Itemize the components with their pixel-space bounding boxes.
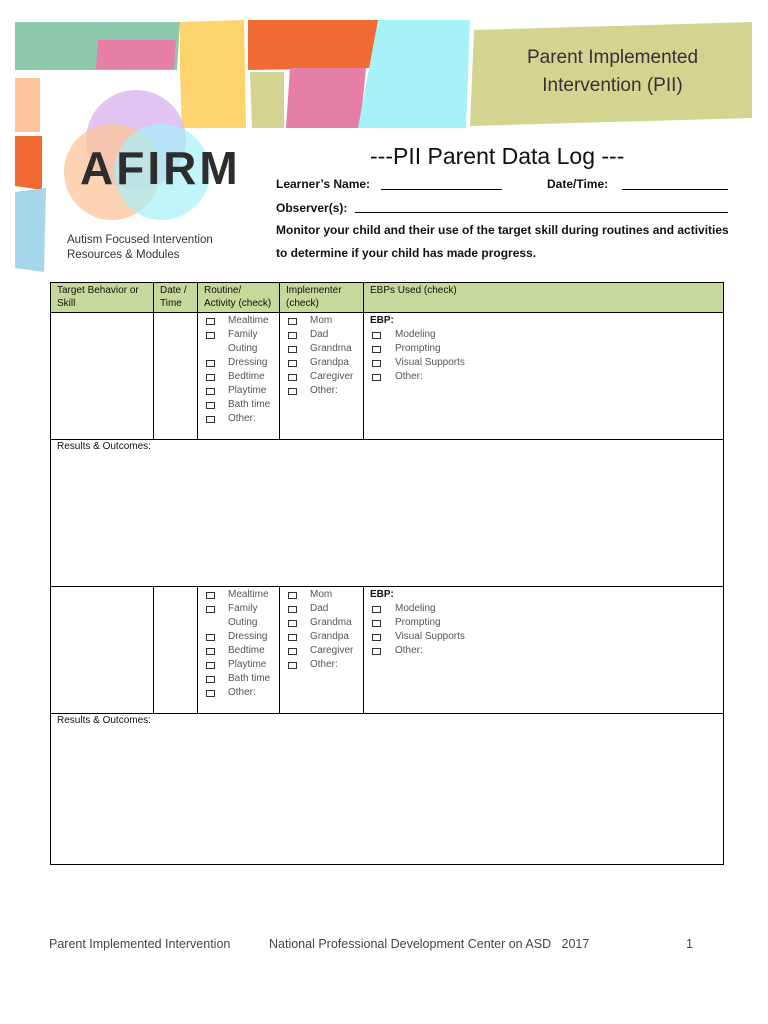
routine-option[interactable]: Bedtime: [204, 370, 273, 384]
instructions-text: Monitor your child and their use of the target skill during routines and activities to determine if your child has made progress.: [276, 223, 729, 260]
implementer-option[interactable]: Grandma: [286, 342, 357, 356]
checkbox[interactable]: [206, 662, 215, 669]
routine-option[interactable]: Mealtime: [204, 314, 273, 328]
checkbox[interactable]: [206, 402, 215, 409]
implementer-option[interactable]: Dad: [286, 602, 357, 616]
checkbox[interactable]: [372, 332, 381, 339]
entry-row: [51, 313, 724, 440]
mosaic-blue-side: [15, 188, 46, 272]
ebp-option[interactable]: Other:: [370, 370, 717, 384]
checkbox[interactable]: [206, 332, 215, 339]
mosaic-orange-block: [248, 20, 378, 70]
implementer-option[interactable]: Grandma: [286, 616, 357, 630]
learner-name-label: Learner’s Name:: [276, 177, 371, 191]
checkbox[interactable]: [206, 416, 215, 423]
implementer-cell: [280, 313, 364, 440]
implementer-option[interactable]: Dad: [286, 328, 357, 342]
data-log-table: [50, 282, 724, 865]
header-routine: Routine/ Activity (check): [198, 283, 280, 313]
header-date-time: Date / Time: [154, 283, 198, 313]
header-ebps-used: EBPs Used (check): [364, 283, 724, 313]
routine-option[interactable]: Bedtime: [204, 644, 273, 658]
checkbox[interactable]: [288, 662, 297, 669]
date-time-field[interactable]: [622, 189, 728, 190]
checkbox[interactable]: [372, 374, 381, 381]
afirm-logo-subtitle: Autism Focused Intervention Resources & Modules: [67, 234, 213, 261]
mosaic-yellow-block: [180, 20, 246, 128]
implementer-option[interactable]: Caregiver: [286, 644, 357, 658]
checkbox[interactable]: [288, 606, 297, 613]
routine-option[interactable]: Dressing: [204, 630, 273, 644]
checkbox[interactable]: [206, 592, 215, 599]
results-row: [51, 714, 724, 865]
entry-row: [51, 587, 724, 714]
checkbox[interactable]: [288, 318, 297, 325]
routine-option[interactable]: Other:: [204, 686, 273, 700]
ebp-cell: [364, 313, 724, 440]
checkbox[interactable]: [288, 346, 297, 353]
checkbox[interactable]: [288, 592, 297, 599]
checkbox[interactable]: [288, 360, 297, 367]
routine-option[interactable]: Bath time: [204, 398, 273, 412]
results-outcomes-label: Results & Outcomes:: [57, 441, 151, 452]
date-time-label: Date/Time:: [547, 177, 609, 191]
mosaic-orange-side: [15, 136, 42, 190]
mosaic-olive-block-small: [250, 72, 284, 128]
checkbox[interactable]: [206, 374, 215, 381]
observer-field[interactable]: [355, 212, 728, 213]
ebp-option[interactable]: Visual Supports: [370, 630, 717, 644]
routine-option[interactable]: Family Outing: [204, 602, 273, 630]
checkbox[interactable]: [206, 634, 215, 641]
results-row: [51, 440, 724, 587]
checkbox[interactable]: [372, 648, 381, 655]
routine-option[interactable]: Playtime: [204, 384, 273, 398]
page-title: ---PII Parent Data Log ---: [370, 143, 625, 169]
checkbox[interactable]: [288, 648, 297, 655]
checkbox[interactable]: [206, 318, 215, 325]
checkbox[interactable]: [206, 648, 215, 655]
checkbox[interactable]: [206, 360, 215, 367]
footer-center-text: National Professional Development Center on ASD 2017: [269, 937, 590, 951]
learner-name-field[interactable]: [381, 189, 502, 190]
checkbox[interactable]: [372, 346, 381, 353]
results-outcomes-cell[interactable]: [51, 714, 724, 865]
ebp-option[interactable]: Other:: [370, 644, 717, 658]
routine-option[interactable]: Other:: [204, 412, 273, 426]
implementer-option[interactable]: Other:: [286, 658, 357, 672]
checkbox[interactable]: [206, 606, 215, 613]
header-implementer: Implementer (check): [280, 283, 364, 313]
target-behavior-cell[interactable]: [51, 587, 154, 714]
checkbox[interactable]: [288, 620, 297, 627]
checkbox[interactable]: [288, 374, 297, 381]
results-outcomes-label: Results & Outcomes:: [57, 715, 151, 726]
routine-cell: [198, 313, 280, 440]
program-banner-title: Parent Implemented Intervention (PII): [526, 47, 699, 96]
implementer-option[interactable]: Mom: [286, 314, 357, 328]
implementer-option[interactable]: Grandpa: [286, 356, 357, 370]
checkbox[interactable]: [288, 388, 297, 395]
ebp-label: EBP:: [370, 315, 394, 326]
ebp-label: EBP:: [370, 589, 394, 600]
checkbox[interactable]: [288, 332, 297, 339]
implementer-option[interactable]: Other:: [286, 384, 357, 398]
header-target-behavior: Target Behavior or Skill: [51, 283, 154, 313]
implementer-option[interactable]: Mom: [286, 588, 357, 602]
ebp-option[interactable]: Visual Supports: [370, 356, 717, 370]
table-header-row: [51, 283, 724, 313]
mosaic-pink-block-small: [96, 40, 176, 69]
mosaic-peach-block: [15, 78, 40, 132]
ebp-option[interactable]: Modeling: [370, 602, 717, 616]
checkbox[interactable]: [372, 620, 381, 627]
ebp-cell: [364, 587, 724, 714]
date-time-cell[interactable]: [154, 587, 198, 714]
routine-option[interactable]: Mealtime: [204, 588, 273, 602]
routine-option[interactable]: Dressing: [204, 356, 273, 370]
checkbox[interactable]: [206, 690, 215, 697]
checkbox[interactable]: [372, 634, 381, 641]
mosaic-pink-block: [286, 68, 366, 128]
ebp-option[interactable]: Modeling: [370, 328, 717, 342]
checkbox[interactable]: [372, 360, 381, 367]
results-outcomes-cell[interactable]: [51, 440, 724, 587]
footer-left-text: Parent Implemented Intervention: [49, 937, 231, 951]
date-time-cell[interactable]: [154, 313, 198, 440]
implementer-cell: [280, 587, 364, 714]
routine-option[interactable]: Bath time: [204, 672, 273, 686]
checkbox[interactable]: [372, 606, 381, 613]
implementer-option[interactable]: Caregiver: [286, 370, 357, 384]
routine-option[interactable]: Family Outing: [204, 328, 273, 356]
page-number: 1: [686, 937, 693, 951]
checkbox[interactable]: [288, 634, 297, 641]
observer-label: Observer(s):: [276, 201, 348, 215]
afirm-logo: AFIRM: [80, 142, 241, 194]
ebp-option[interactable]: Prompting: [370, 342, 717, 356]
ebp-option[interactable]: Prompting: [370, 616, 717, 630]
checkbox[interactable]: [206, 676, 215, 683]
implementer-option[interactable]: Grandpa: [286, 630, 357, 644]
routine-option[interactable]: Playtime: [204, 658, 273, 672]
checkbox[interactable]: [206, 388, 215, 395]
target-behavior-cell[interactable]: [51, 313, 154, 440]
routine-cell: [198, 587, 280, 714]
